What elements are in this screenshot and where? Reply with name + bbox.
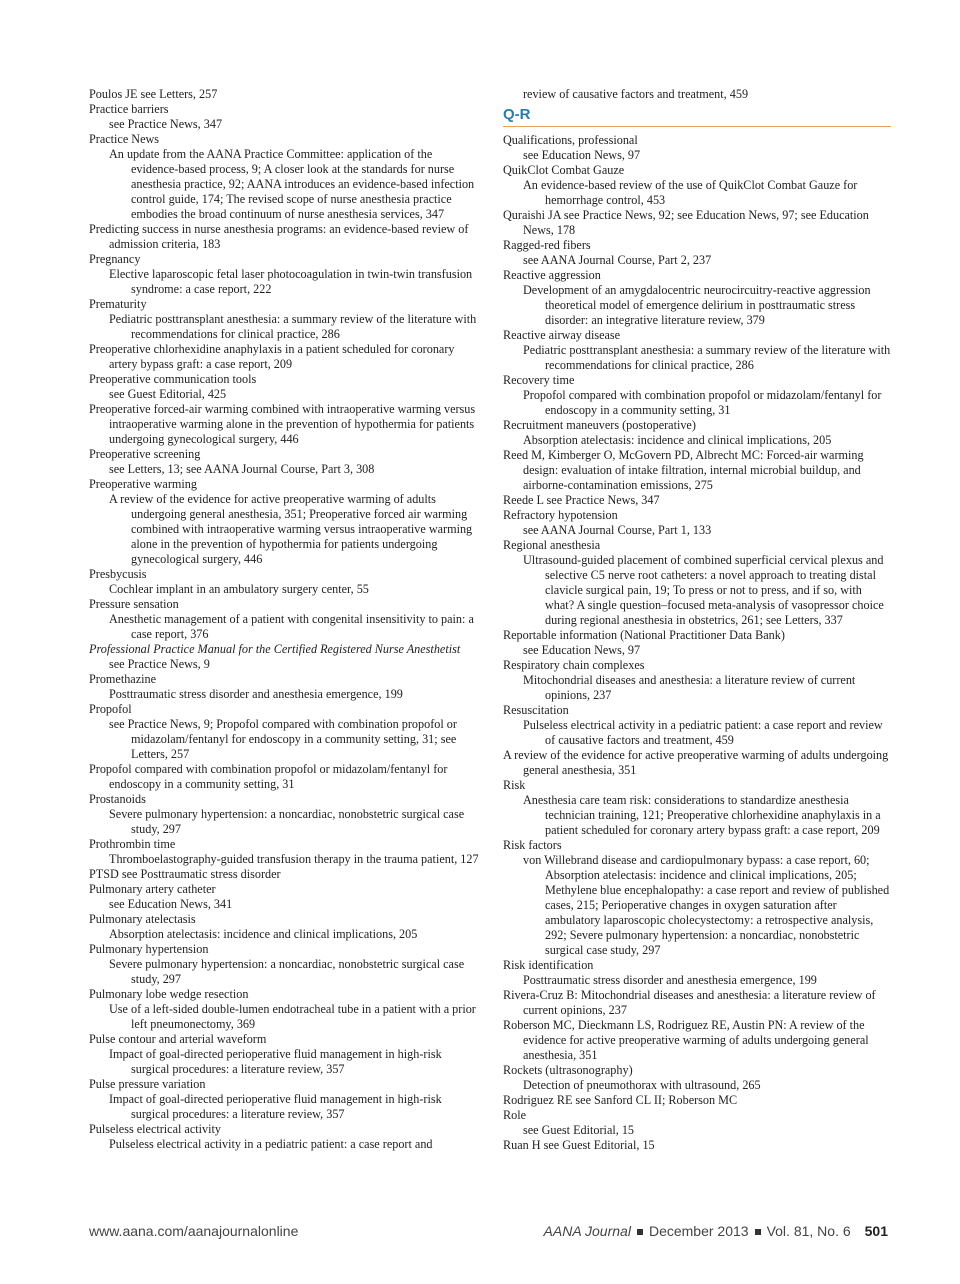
index-subentry: Development of an amygdalocentric neurocircuitry-reactive aggression theoretical model of emergence delirium in posttraumatic stress disorder: an integrative literature review, 379 [523, 283, 871, 327]
index-entry: PTSD see Posttraumatic stress disorder [89, 867, 281, 881]
index-entry: Practice barriers [89, 102, 169, 116]
separator-square-icon [637, 1229, 643, 1235]
index-entry: Resuscitation [503, 703, 569, 717]
index-subentry: Thromboelastography-guided transfusion therapy in the trauma patient, 127 [109, 852, 479, 866]
index-subentry: Use of a left-sided double-lumen endotracheal tube in a patient with a prior left pneumonectomy, 369 [109, 1002, 476, 1031]
index-entry: Regional anesthesia [503, 538, 601, 552]
index-entry: Ragged-red fibers [503, 238, 591, 252]
index-subentry: Absorption atelectasis: incidence and clinical implications, 205 [523, 433, 832, 447]
index-subentry: see Education News, 341 [109, 897, 233, 911]
journal-name: AANA Journal [543, 1223, 631, 1239]
index-entry: Pulse contour and arterial waveform [89, 1032, 267, 1046]
index-entry: Prematurity [89, 297, 147, 311]
index-entry: Promethazine [89, 672, 157, 686]
volume-issue: Vol. 81, No. 6 [766, 1223, 851, 1239]
index-subentry: see Education News, 97 [523, 148, 641, 162]
index-subentry: An update from the AANA Practice Committee: application of the evidence-based process, 9; A closer look at the standards for nurse anesthesia practice, 92; AANA introduces an evidence-based infection control guide, 174; The revised scope of nurse anesthesia practice embodies the broad continuum of nurse anesthesia services, 347 [109, 147, 475, 221]
index-subentry: review of causative factors and treatment, 459 [523, 87, 749, 101]
index-subentry: Anesthetic management of a patient with congenital insensitivity to pain: a case report, 376 [109, 612, 474, 641]
index-column-left [89, 87, 479, 1152]
index-entry: Rockets (ultrasonography) [503, 1063, 633, 1077]
index-entry: Rivera-Cruz B: Mitochondrial diseases and anesthesia: a literature review of current opinions, 237 [503, 988, 876, 1017]
index-entry: Practice News [89, 132, 160, 146]
index-subentry: von Willebrand disease and cardiopulmonary bypass: a case report, 60; Absorption atelectasis: incidence and clinical implications, 205; Methylene blue encephalopathy: a case report and review of published cases, 215; Perioperative changes in oxygen saturation after ambulatory laparoscopic cholecystectomy: a retrospective analysis, 292; Severe pulmonary hypertension: a noncardiac, nonobstetric surgical case study, 297 [523, 853, 890, 957]
index-subentry: see Guest Editorial, 425 [109, 387, 227, 401]
index-entry: Qualifications, professional [503, 133, 638, 147]
index-subentry: Pediatric posttransplant anesthesia: a summary review of the literature with recommendations for clinical practice, 286 [523, 343, 891, 372]
index-entry: Prothrombin time [89, 837, 176, 851]
index-entry: Professional Practice Manual for the Certified Registered Nurse Anesthetist [89, 642, 461, 656]
index-entry: Recovery time [503, 373, 575, 387]
index-subentry: see Practice News, 9 [109, 657, 210, 671]
index-entry: Quraishi JA see Practice News, 92; see Education News, 97; see Education News, 178 [503, 208, 869, 237]
index-entry: Reportable information (National Practitioner Data Bank) [503, 628, 785, 642]
index-subentry: Anesthesia care team risk: considerations to standardize anesthesia technician training, 121; Preoperative chlorhexidine anaphylaxis in a patient scheduled for coronary artery bypass graft: a case report, 209 [523, 793, 881, 837]
index-entry: Preoperative communication tools [89, 372, 257, 386]
index-subentry: see Education News, 97 [523, 643, 641, 657]
index-subentry: Posttraumatic stress disorder and anesthesia emergence, 199 [109, 687, 403, 701]
index-entry: Respiratory chain complexes [503, 658, 645, 672]
index-subentry: Absorption atelectasis: incidence and clinical implications, 205 [109, 927, 418, 941]
index-subentry: A review of the evidence for active preoperative warming of adults undergoing general anesthesia, 351; Preoperative forced air warming combined with intraoperative warming versus intraoperative warming alone in the prevention of hypothermia for patients undergoing gynecological surgery, 446 [109, 492, 473, 566]
index-subentry: Ultrasound-guided placement of combined superficial cervical plexus and selective C5 nerve root catheters: a novel approach to treating distal clavicle surgical pain, 19; To press or not to press, and if so, with what? A single question–focused meta-analysis of vasopressor choice during regional anesthesia in obstetrics, 261; see Letters, 337 [523, 553, 884, 627]
index-subentry: Posttraumatic stress disorder and anesthesia emergence, 199 [523, 973, 817, 987]
index-subentry: Elective laparoscopic fetal laser photocoagulation in twin-twin transfusion syndrome: a case report, 222 [109, 267, 473, 296]
index-entry: Reede L see Practice News, 347 [503, 493, 660, 507]
index-entry: Preoperative screening [89, 447, 201, 461]
index-subentry: Detection of pneumothorax with ultrasound, 265 [523, 1078, 761, 1092]
index-entry: Risk factors [503, 838, 562, 852]
index-entry: Predicting success in nurse anesthesia programs: an evidence-based review of admission criteria, 183 [89, 222, 469, 251]
index-subentry: Pulseless electrical activity in a pediatric patient: a case report and [109, 1137, 433, 1151]
index-entry: Pressure sensation [89, 597, 179, 611]
index-subentry: Propofol compared with combination propofol or midazolam/fentanyl for endoscopy in a community setting, 31 [523, 388, 882, 417]
index-entry: Pregnancy [89, 252, 141, 266]
index-entry: Pulmonary lobe wedge resection [89, 987, 249, 1001]
index-subentry: Pediatric posttransplant anesthesia: a summary review of the literature with recommendations for clinical practice, 286 [109, 312, 477, 341]
index-entry: Risk [503, 778, 526, 792]
page-number: 501 [864, 1223, 888, 1239]
journal-url[interactable]: www.aana.com/aanajournalonline [89, 1223, 299, 1239]
index-entry: Preoperative chlorhexidine anaphylaxis in a patient scheduled for coronary artery bypass graft: a case report, 209 [89, 342, 455, 371]
index-entry: Risk identification [503, 958, 594, 972]
separator-square-icon [755, 1229, 761, 1235]
issue-date: December 2013 [648, 1223, 749, 1239]
index-subentry: see Practice News, 9; Propofol compared with combination propofol or midazolam/fentanyl for endoscopy in a community setting, 31; see Letters, 257 [109, 717, 457, 761]
index-entry: Rodriguez RE see Sanford CL II; Roberson MC [503, 1093, 738, 1107]
index-entry: Presbycusis [89, 567, 147, 581]
index-entry: Roberson MC, Dieckmann LS, Rodriguez RE, Austin PN: A review of the evidence for active preoperative warming of adults undergoing general anesthesia, 351 [503, 1018, 869, 1062]
index-subentry: see AANA Journal Course, Part 1, 133 [523, 523, 712, 537]
index-entry: Prostanoids [89, 792, 146, 806]
footer-citation [544, 1223, 888, 1239]
index-subentry: see AANA Journal Course, Part 2, 237 [523, 253, 712, 267]
index-entry: Reactive aggression [503, 268, 601, 282]
index-subentry: Severe pulmonary hypertension: a noncardiac, nonobstetric surgical case study, 297 [109, 807, 465, 836]
index-subentry: Pulseless electrical activity in a pediatric patient: a case report and review of causative factors and treatment, 459 [523, 718, 883, 747]
index-subentry: Severe pulmonary hypertension: a noncardiac, nonobstetric surgical case study, 297 [109, 957, 465, 986]
index-entry: Poulos JE see Letters, 257 [89, 87, 218, 101]
section-heading: Q-R [503, 107, 891, 127]
index-subentry: Cochlear implant in an ambulatory surgery center, 55 [109, 582, 369, 596]
page-footer [89, 1223, 888, 1241]
index-entry: Preoperative warming [89, 477, 197, 491]
index-subentry: see Guest Editorial, 15 [523, 1123, 635, 1137]
index-entry: A review of the evidence for active preoperative warming of adults undergoing general anesthesia, 351 [503, 748, 889, 777]
index-subentry: Impact of goal-directed perioperative fluid management in high-risk surgical procedures: a literature review, 357 [109, 1047, 442, 1076]
index-column-right [503, 87, 891, 1153]
index-entry: Propofol [89, 702, 132, 716]
index-entry: Reed M, Kimberger O, McGovern PD, Albrecht MC: Forced-air warming design: evaluation of intake filtration, internal microbial buildup, and airborne-contamination emissions, 275 [503, 448, 864, 492]
index-subentry: Impact of goal-directed perioperative fluid management in high-risk surgical procedures: a literature review, 357 [109, 1092, 442, 1121]
index-subentry: see Practice News, 347 [109, 117, 223, 131]
index-entry: Pulmonary artery catheter [89, 882, 216, 896]
index-entry: Recruitment maneuvers (postoperative) [503, 418, 696, 432]
index-entry: Pulmonary hypertension [89, 942, 209, 956]
index-entry: Refractory hypotension [503, 508, 618, 522]
index-entry: Propofol compared with combination propofol or midazolam/fentanyl for endoscopy in a community setting, 31 [89, 762, 448, 791]
index-entry: Pulse pressure variation [89, 1077, 206, 1091]
index-entry: Role [503, 1108, 527, 1122]
index-entry: QuikClot Combat Gauze [503, 163, 625, 177]
index-entry: Ruan H see Guest Editorial, 15 [503, 1138, 655, 1152]
index-entry: Preoperative forced-air warming combined with intraoperative warming versus intraoperative warming alone in the prevention of hypothermia for patients undergoing gynecological surgery, 446 [89, 402, 476, 446]
index-entry: Pulmonary atelectasis [89, 912, 196, 926]
index-subentry: An evidence-based review of the use of QuikClot Combat Gauze for hemorrhage control, 453 [523, 178, 858, 207]
index-subentry: Mitochondrial diseases and anesthesia: a literature review of current opinions, 237 [523, 673, 856, 702]
index-entry: Reactive airway disease [503, 328, 621, 342]
index-entry: Pulseless electrical activity [89, 1122, 221, 1136]
index-subentry: see Letters, 13; see AANA Journal Course, Part 3, 308 [109, 462, 375, 476]
